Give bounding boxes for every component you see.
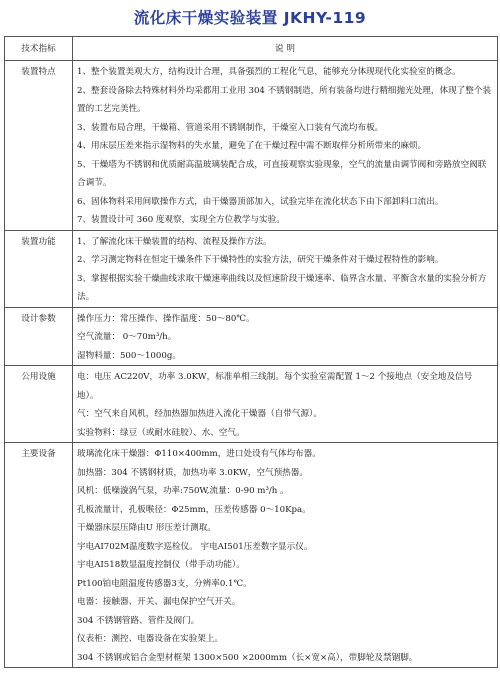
row-equipment: [5, 443, 498, 668]
utility-line: 气：空气来自风机，经加热器加热进入流化干燥器（自带气源）。: [77, 409, 322, 419]
row-label: 装置功能: [5, 230, 73, 307]
feature-line: 3、装置布局合理，干燥箱、管道采用不锈钢制作，干燥室入口装有气流均布板。: [77, 122, 384, 133]
header-description: 说 明: [73, 37, 498, 61]
feature-line: 2、整套设备除去特殊材料外均采都用工业用 304 不锈钢制造，所有装备均进行精细抛光处理，体现了整个装置的工艺完美性。: [77, 85, 492, 114]
row-label: 装置特点: [5, 61, 73, 231]
equipment-line: 304 不锈钢管路、管件及阀门。: [77, 615, 200, 626]
utility-line: 电：电压 AC220V，功率 3.0KW，标准单相三线制。每个实验室需配置 1～2 个接地点（安全地及信号地）。: [77, 372, 473, 401]
row-content: [73, 61, 498, 231]
spec-table: [4, 36, 498, 668]
equipment-line: 宇电AI518数显温度控制仪（带手动功能）。: [77, 560, 245, 570]
table-header-row: [5, 37, 498, 61]
equipment-line: 干燥器床层压降由U 形压差计测取。: [77, 523, 216, 533]
feature-line: 1、整个装置美观大方，结构设计合理，具备强烈的工程化气息，能够充分体现现代化实验室的概念。: [77, 67, 461, 77]
document-title: 流化床干燥实验装置 JKHY-119: [133, 9, 367, 27]
feature-line: 5、干燥塔为不锈钢和优质耐高温玻璃装配合成，可直接观察实验现象，空气的流量由调节阀和旁路放空阀联合调节。: [77, 159, 487, 188]
equipment-line: Pt100铂电阻温度传感器3支，分辨率0.1℃。: [77, 578, 252, 589]
row-content: [73, 366, 498, 443]
row-content: [73, 443, 498, 668]
equipment-line: 玻璃流化床干燥器：Φ110×400mm，进口处设有气体均布器。: [77, 449, 321, 459]
equipment-line: 304 不锈钢或铝合金型材框架 1300×500 ×2000mm（长×宽×高），带脚轮及禁锢脚。: [77, 652, 418, 663]
row-content: [73, 307, 498, 366]
row-content: [73, 230, 498, 307]
row-features: [5, 61, 498, 231]
equipment-line: 宇电AI702M温度数字巡检仪。 宇电AI501压差数字显示仪。: [77, 541, 313, 552]
row-utilities: [5, 366, 498, 443]
feature-line: 6、固体物料采用间歇操作方式，由干燥器顶部加入，试验完毕在流化状态下由下部卸料口流出。: [77, 196, 444, 207]
equipment-line: 风机：低噪漩涡气泵，功率:750W,流量：0-90 m³/h 。: [77, 486, 289, 496]
row-functions: [5, 230, 498, 307]
utility-line: 实验物料：绿豆（或耐水硅胶）、水、空气。: [77, 427, 245, 438]
parameter-line: 空气流量： 0～70m³/h。: [77, 332, 177, 342]
row-label: 主要设备: [5, 443, 73, 668]
row-parameters: [5, 307, 498, 366]
equipment-line: 电器：接触器、开关、漏电保护空气开关。: [77, 597, 241, 607]
header-spec: 技术指标: [5, 37, 73, 61]
function-line: 3、掌握根据实验干燥曲线求取干燥速率曲线以及恒速阶段干燥速率、临界含水量、平衡含水量的实验分析方法。: [77, 273, 487, 302]
feature-line: 7、装置设计可 360 度观察，实现全方位教学与实验。: [77, 215, 285, 225]
equipment-line: 孔板流量计，孔板喉径：Φ25mm，压差传感器 0～10Kpa。: [77, 504, 311, 515]
function-line: 1、了解流化床干燥装置的结构、流程及操作方法。: [77, 236, 272, 247]
function-line: 2、学习测定物料在恒定干燥条件下干燥特性的实验方法，研究干燥条件对干燥过程特性的影响。: [77, 255, 444, 265]
feature-line: 4、用床层压差来指示湿物料的失水量，避免了在干燥过程中需不断取样分析所带来的麻烦。: [77, 141, 427, 151]
equipment-line: 加热器：304 不锈钢材质，加热功率 3.0KW，空气预热器。: [77, 467, 308, 478]
row-label: 设计参数: [5, 307, 73, 366]
parameter-line: 操作压力：常压操作、操作温度：50～80℃。: [77, 313, 255, 324]
equipment-line: 仪表柜：测控、电器设备在实验架上。: [77, 634, 224, 644]
parameter-line: 湿物料量：500～1000g。: [77, 350, 181, 361]
row-label: 公用设施: [5, 366, 73, 443]
